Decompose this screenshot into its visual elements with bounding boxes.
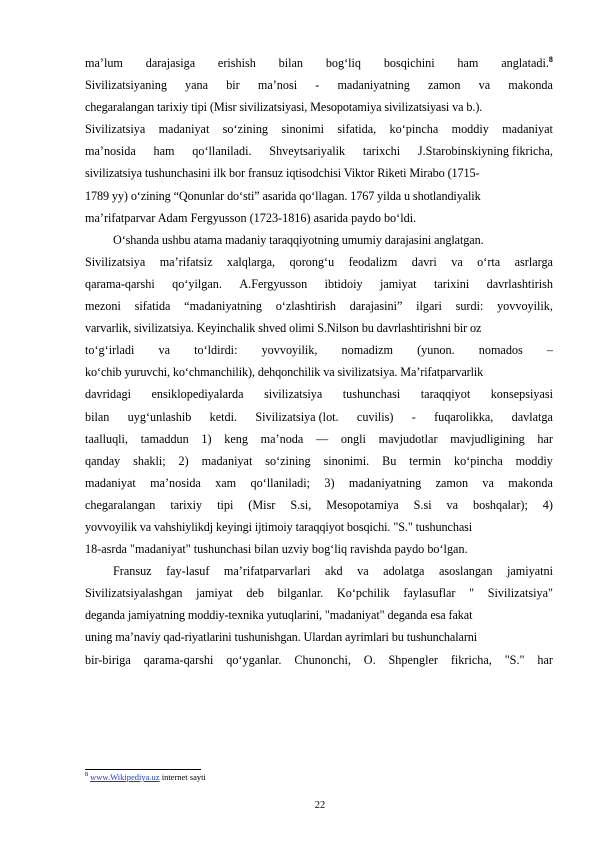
word: Sivilizatsiya" [487,586,553,601]
word: va [446,497,459,512]
word: o‘rta [477,254,501,269]
word: — [315,431,329,446]
word: Sivilizatsiya [85,254,146,269]
word: davri [411,254,437,269]
word: bir-biriga [85,652,131,667]
word: qoʻyganlar. [226,652,282,667]
word: xalqlarga, [226,254,276,269]
word: ham [457,56,479,70]
word: xam [215,475,237,490]
word: Mesopotamiya [326,497,399,512]
word: madaniyat [502,122,553,137]
word: moddiy [451,122,489,137]
word: " [469,586,475,601]
word: mavjudligining [450,431,525,446]
word: Sivilizatsiyaning [85,78,167,93]
word: sifatida, [337,122,377,137]
text-line [85,472,553,494]
word: makonda [508,78,553,93]
word: nomados [478,343,523,358]
word: madaniyatning [348,475,422,490]
word: maʼnoda [260,431,304,446]
footnote-link[interactable]: www.Wikipediya.uz [90,772,160,782]
word: akd [325,564,343,579]
word: (Misr [248,497,276,512]
word: qanday [85,453,121,468]
word: ham [153,144,175,159]
word: “madaniyatning [184,299,262,314]
text-line [85,538,553,560]
word: qoʻllaniladi; [250,475,311,490]
text-line [85,162,553,184]
word: sifatida [134,299,171,314]
word: uyg‘unlashib [127,409,192,424]
word: to‘g‘irladi [85,343,135,358]
word: ma’rifatsiz [159,254,213,269]
word: va [158,343,171,358]
word: 1) [201,431,212,446]
word: zamon [428,78,461,93]
word: tarixiy [170,497,203,512]
word: - [411,409,416,424]
word: adolatga [383,564,425,579]
word: va [478,78,491,93]
word: koʻpincha [454,453,503,468]
word: O‘shanda ushbu atama madaniy taraqqiyotning umumiy darajasini anglatgan. [113,232,484,247]
word: sinonimi. [323,453,370,468]
word: (yunon. [417,343,455,358]
text-line [85,273,553,295]
word: ma’rifatparvar Adam Fergyusson (1723-1816) asarida paydo bo‘ldi. [85,210,417,225]
word: tarixchi [362,144,401,159]
word: 1789 yy) o‘zining “Qonunlar do‘sti” asarida qo‘llagan. 1767 yilda u shotlandiyalik [85,188,481,203]
word: O. [363,652,376,667]
word: qo‘llaniladi. [192,144,252,159]
word: qo‘yilgan. [172,276,222,291]
word: va [357,564,369,579]
word: qorong‘u [289,254,335,269]
word: darajasiga [145,56,196,70]
text-line [85,317,553,339]
word: erishish [217,56,256,70]
text-line [85,207,553,229]
word: sinonimi [281,122,324,137]
word: jamiyatni [506,564,553,579]
text-line [85,406,553,428]
word: moddiy [515,453,553,468]
word: chegaralangan tarixiy tipi (Misr sivilizatsiyasi, Mesopotamiya sivilizatsiyasi va b.). [85,100,483,115]
text-line [85,516,553,538]
word: 2) [178,453,189,468]
word: feodalizm [348,254,398,269]
word: sivilizatsiya [264,387,323,402]
text-line [85,96,553,118]
word: sivilizatsiya tushunchasini ilk bor fransuz iqtisodchisi Viktor Riketi Mirabo (1715- [85,166,480,181]
word: J.Starobinskiyning fikricha, [417,144,553,159]
word: ibtidoiy [324,276,363,291]
text-line [85,140,553,162]
word: "S." [504,652,525,667]
word: so‘zining [222,122,269,137]
word: ma’nosi [257,78,298,93]
word: Sivilizatsiya (lot. [255,409,339,424]
word: bilganlar. [277,586,324,601]
word: Bu [382,453,397,468]
word: ongli [340,431,366,446]
word: boshqalar); [473,497,528,512]
footnote-number: 8 [85,772,88,779]
word: to‘ldirdi: [194,343,238,358]
word: mavjudotlar [378,431,438,446]
word: anglatadi.$^8$ [501,54,553,70]
word: deb [246,586,264,601]
word: maʼnosida [150,475,201,490]
word: shakli; [133,453,166,468]
word: mezoni [85,299,121,314]
text-line [85,118,553,140]
word: bir [226,78,240,93]
word: Shveytsariyalik [269,144,346,159]
footnote-separator [85,769,201,770]
word: makonda [508,475,553,490]
word: jamiyat [380,276,417,291]
word: S.si [413,497,432,512]
word: cuvilis) [356,409,394,424]
word: nomadizm [341,343,393,358]
page-number: 22 [314,800,326,811]
word: ma’lum [85,56,123,70]
text-line [85,229,553,251]
footnote-text: internet sayti [159,772,206,782]
word: – [546,343,553,358]
word: Koʻpchilik [336,586,390,601]
text-line [85,626,553,648]
word: har [537,431,553,446]
word: fay-lasuf [166,564,210,579]
word: 4) [542,497,553,512]
text-line [85,649,553,671]
word: surdi: [455,299,484,314]
word: Sivilizatsiya [85,122,146,137]
word: bilan [278,56,304,70]
word: jamiyat [196,586,233,601]
word: ketdi. [209,409,238,424]
word: davrlashtirish [486,276,553,291]
word: ko‘pincha [389,122,439,137]
word: madaniyat [85,475,136,490]
word: soʻzining [265,453,311,468]
word: konsepsiyasi [490,387,553,402]
word: bosqichini [383,56,435,70]
word: Shpengler [388,652,438,667]
text-line [85,494,553,516]
word: asrlarga [514,254,553,269]
word: davlatga [511,409,553,424]
word: asoslangan [438,564,493,579]
word: yovvoyilik, [261,343,318,358]
word: va [451,254,463,269]
word: tamaddun [140,431,189,446]
text-line [85,185,553,207]
word: termin [409,453,442,468]
word: maʼrifatparvarlari [223,564,311,579]
footnote [85,772,206,782]
word: o‘zlashtirish [275,299,336,314]
text-line [85,74,553,96]
word: taraqqiyot [420,387,471,402]
word: tarixini [434,276,470,291]
word: yana [185,78,209,93]
word: deganda jamiyatning moddiy-texnika yutuqlarini, "madaniyat" deganda esa fakat [85,608,473,623]
word: ko‘chib yuruvchi, ko‘chmanchilik), dehqonchilik va sivilizatsiya. Ma’rifatparvarlik [85,365,484,380]
word: madaniyatning [337,78,410,93]
word: davridagi [85,387,132,402]
word: qarama-qarshi [85,276,155,291]
word: ilgari [416,299,442,314]
text-line [85,251,553,273]
word: har [537,652,553,667]
text-line [85,450,553,472]
text-line [85,582,553,604]
word: bog‘liq [325,56,362,70]
word: va [482,475,494,490]
text-line [85,604,553,626]
word: fuqarolikka, [434,409,494,424]
footnote-reference: 8 [548,54,553,64]
text-line [85,560,553,582]
text-line [85,295,553,317]
text-line [85,52,553,74]
word: zamon [435,475,469,490]
word: Chunonchi, [294,652,351,667]
text-line [85,339,553,361]
word: uning maʼnaviy qad-riyatlarini tushunishgan. Ulardan ayrimlari bu tushunchalarni [85,630,478,645]
text-line [85,383,553,405]
word: 18-asrda "madaniyat" tushunchasi bilan uzviy bogʻliq ravishda paydo boʻlgan. [85,542,468,557]
word: yovvoyilik, [497,299,553,314]
word: 3) [324,475,335,490]
word: Sivilizatsiyalashgan [85,586,183,601]
word: yovvoyilik va vahshiylikdj keyingi ijtimoiy taraqqiyot bosqichi. "S." tushunchasi [85,519,473,534]
word: qarama-qarshi [143,652,214,667]
word: Fransuz [113,564,152,579]
word: chegaralangan [85,497,156,512]
word: darajasini” [349,299,403,314]
word: taalluqli, [85,431,128,446]
word: ensiklopediyalarda [151,387,244,402]
text-line [85,428,553,450]
word: S.si, [290,497,312,512]
word: madaniyat [201,453,253,468]
word: keng [224,431,248,446]
word: madaniyat [158,122,210,137]
word: - [315,78,320,93]
word: A.Fergyusson [239,276,308,291]
body-text [85,52,553,671]
word: tushunchasi [342,387,401,402]
word: bilan [85,409,110,424]
text-line [85,361,553,383]
word: tipi [217,497,234,512]
word: ma’nosida [85,144,136,159]
word: fikricha, [450,652,492,667]
word: faylasuflar [403,586,456,601]
word: varvarlik, sivilizatsiya. Keyinchalik shved olimi S.Nilson bu davrlashtirishni bir oz [85,321,482,336]
